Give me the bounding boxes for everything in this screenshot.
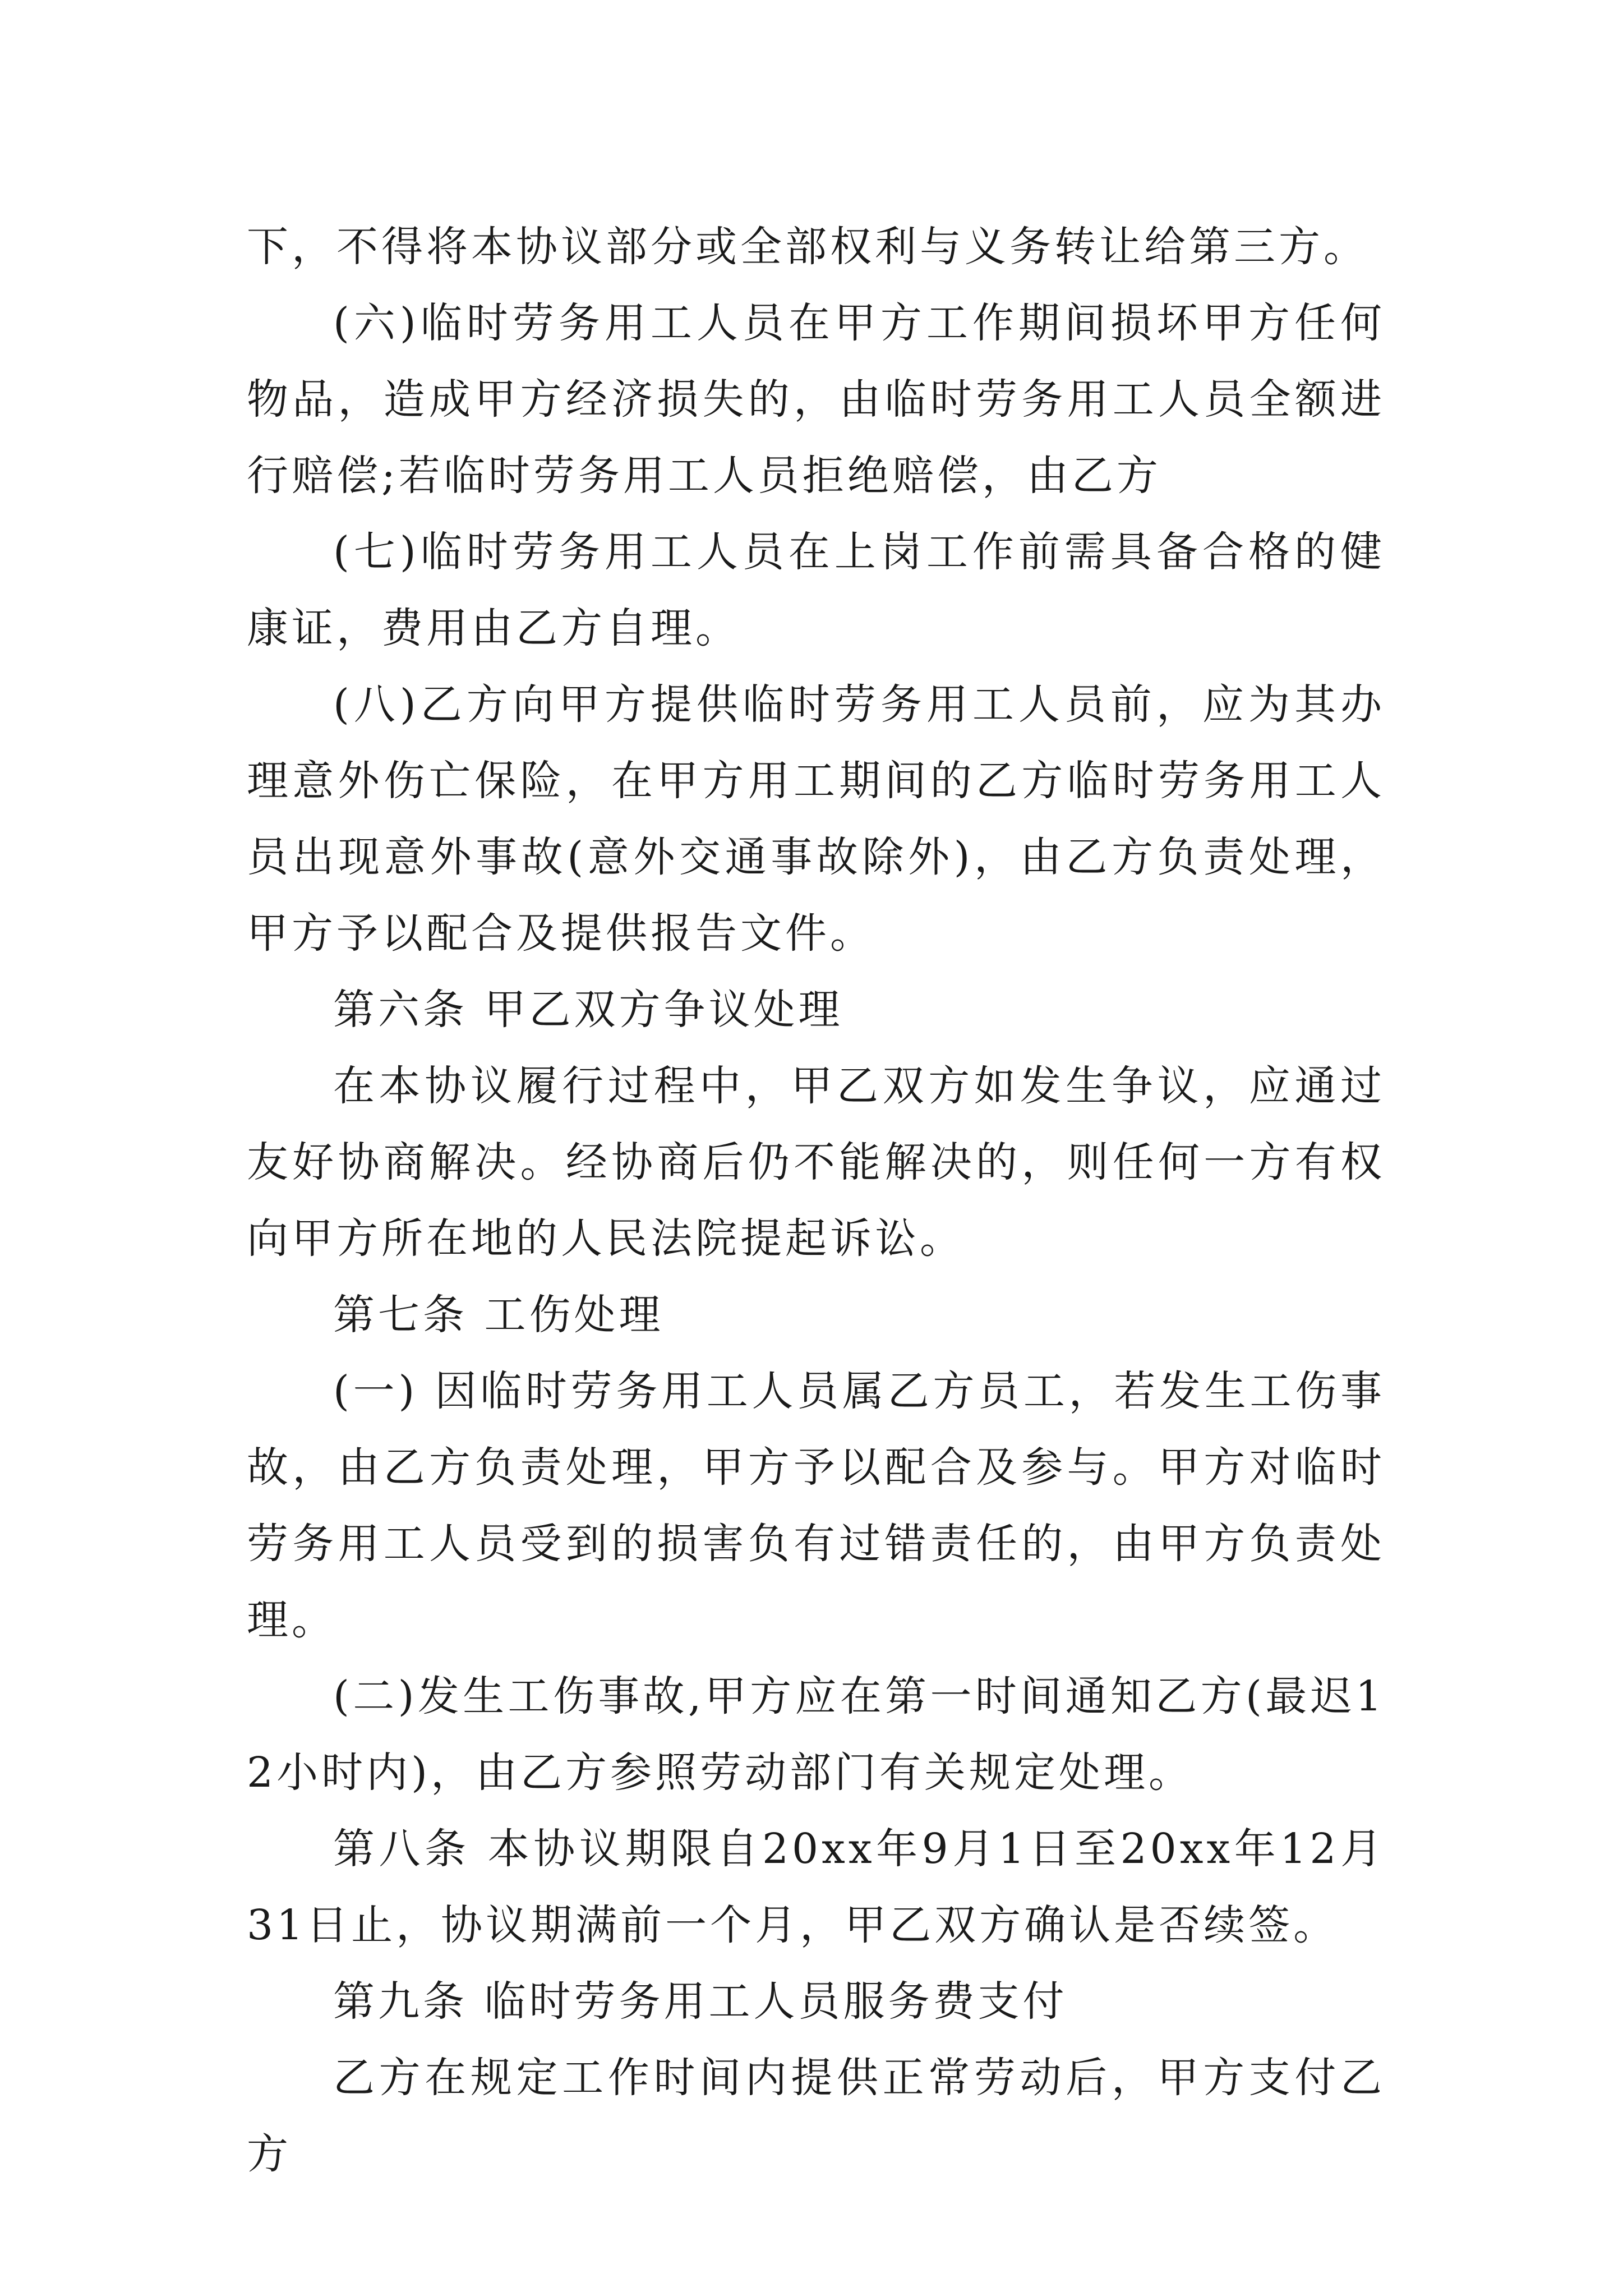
paragraph-clause-7: (七)临时劳务用工人员在上岗工作前需具备合格的健康证，费用由乙方自理。 (247, 528, 1385, 652)
heading-article-6: 第六条 甲乙双方争议处理 (333, 986, 843, 1034)
paragraph-dispute: 在本协议履行过程中，甲乙双方如发生争议，应通过友好协商解决。经协商后仍不能解决的，则任何一方有权向甲方所在地的人民法院提起诉讼。 (247, 1062, 1385, 1263)
paragraph-article-8-term: 第八条 本协议期限自20xx年9月1日至20xx年12月31日止，协议期满前一个月，甲乙双方确认是否续签。 (247, 1825, 1385, 1949)
document-body (247, 209, 1385, 2192)
paragraph-clause-6: (六)临时劳务用工人员在甲方工作期间损坏甲方任何物品，造成甲方经济损失的，由临时劳务用工人员全额进行赔偿;若临时劳务用工人员拒绝赔偿，由乙方 (247, 299, 1385, 500)
heading-article-7: 第七条 工伤处理 (333, 1291, 664, 1339)
paragraph-injury-2: (二)发生工伤事故,甲方应在第一时间通知乙方(最迟12小时内)，由乙方参照劳动部门有关规定处理。 (247, 1672, 1385, 1797)
paragraph-continuation: 下，不得将本协议部分或全部权利与义务转让给第三方。 (247, 223, 1368, 271)
paragraph-clause-8: (八)乙方向甲方提供临时劳务用工人员前，应为其办理意外伤亡保险，在甲方用工期间的乙方临时劳务用工人员出现意外事故(意外交通事故除外)，由乙方负责处理，甲方予以配合及提供报告文件。 (247, 680, 1385, 958)
heading-article-9: 第九条 临时劳务用工人员服务费支付 (333, 1977, 1068, 2026)
paragraph-payment: 乙方在规定工作时间内提供正常劳动后，甲方支付乙方 (247, 2054, 1385, 2178)
paragraph-injury-1: (一) 因临时劳务用工人员属乙方员工，若发生工伤事故，由乙方负责处理，甲方予以配合及参与。甲方对临时劳务用工人员受到的损害负有过错责任的，由甲方负责处理。 (247, 1367, 1385, 1644)
